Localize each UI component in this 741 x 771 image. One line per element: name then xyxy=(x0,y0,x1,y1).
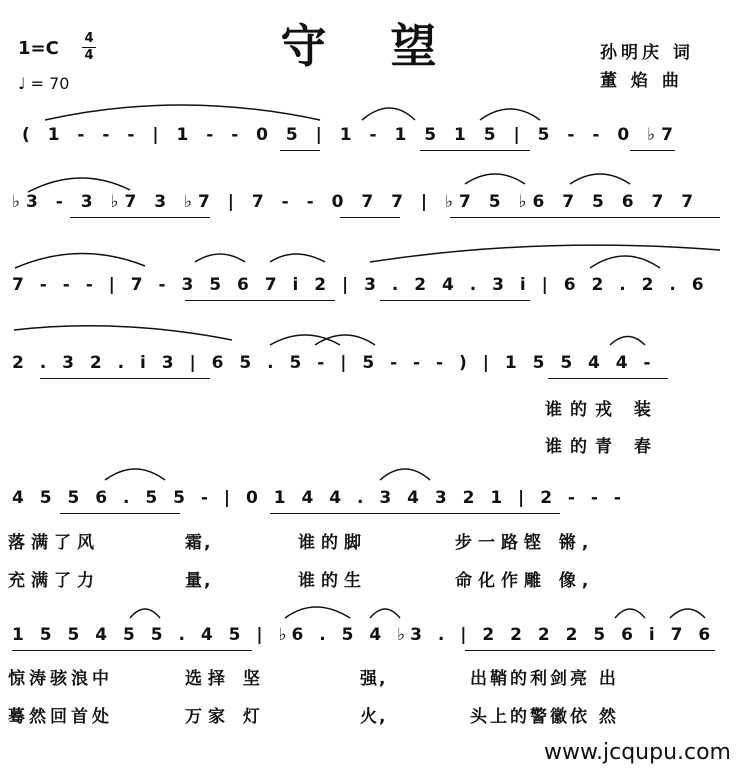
lyrics-5b: 充满了力 xyxy=(8,571,100,591)
lyrics-6a-2: 选择 坚 xyxy=(185,669,266,689)
lyrics-6b-4: 头上的警徽依 然 xyxy=(470,707,619,727)
slur xyxy=(270,335,340,345)
time-signature-bottom: 4 xyxy=(84,48,94,63)
slur xyxy=(105,469,165,480)
slur xyxy=(610,337,645,346)
score-line-6: 1 5 5 4 5 5 . 4 5 | ♭6 . 5 4 ♭3 . | 2 2 2 2 5 6 i 7 6 xyxy=(12,625,716,645)
key-signature: 1=C xyxy=(18,38,59,59)
slur xyxy=(570,174,630,184)
score-line-1: ( 1 - - - | 1 - - 0 5 | 1 - 1 5 1 5 | 5 - - 0 ♭7 xyxy=(22,125,679,145)
slur xyxy=(270,254,325,262)
score-line-2: ♭3 - 3 ♭7 3 ♭7 | 7 - - 0 7 7 | ♭7 5 ♭6 7 5 6 7 7 xyxy=(12,192,700,212)
lyrics-5b-3: 谁的生 xyxy=(298,571,367,591)
lyrics-5a-3: 谁的脚 xyxy=(298,533,367,553)
slur xyxy=(370,245,720,262)
slur xyxy=(370,609,400,618)
lyrics-6a-3: 强, xyxy=(360,669,388,689)
slur xyxy=(670,609,705,618)
lyrics-5b-2: 量, xyxy=(185,571,213,591)
slur xyxy=(28,178,130,192)
song-title: 守 望 xyxy=(280,19,461,73)
slur xyxy=(45,105,320,120)
slur xyxy=(590,256,660,268)
slur xyxy=(465,174,525,184)
lyricist-credit: 孙明庆 词 xyxy=(600,43,694,63)
score-line-4: 2 . 3 2 . i 3 | 6 5 . 5 - | 5 - - - ) | 1 5 5 4 4 - xyxy=(12,353,656,373)
lyrics-5b-4: 命化作雕 像, xyxy=(455,571,595,591)
lyrics-4a: 谁的戎 装 xyxy=(545,400,659,420)
slur xyxy=(362,108,415,120)
lyrics-6a-4: 出鞘的利剑亮 出 xyxy=(470,669,619,689)
slur xyxy=(380,469,430,480)
slur xyxy=(14,326,232,340)
slur xyxy=(615,609,645,618)
lyrics-5a: 落满了风 xyxy=(8,533,100,553)
lyrics-6b: 蓦然回首处 xyxy=(8,707,113,727)
slur xyxy=(130,609,160,618)
time-signature-top: 4 xyxy=(84,31,94,46)
lyrics-6b-3: 火, xyxy=(360,707,388,727)
slur xyxy=(315,335,375,345)
score-line-5: 4 5 5 6 . 5 5 - | 0 1 4 4 . 3 4 3 2 1 | 2 - - - xyxy=(12,488,626,508)
lyrics-6a: 惊涛骇浪中 xyxy=(8,669,113,689)
slur xyxy=(15,253,145,268)
slur xyxy=(285,607,350,618)
lyrics-6b-2: 万家 灯 xyxy=(185,707,266,727)
lyrics-4b: 谁的青 春 xyxy=(545,437,659,457)
watermark: www.jcqupu.com xyxy=(544,740,731,765)
slur xyxy=(480,109,540,120)
score-line-3: 7 - - - | 7 - 3 5 6 7 i 2 | 3 . 2 4 . 3 i | 6 2 . 2 . 6 xyxy=(12,275,709,295)
tempo-marking: ♩ = 70 xyxy=(18,74,70,93)
composer-credit: 董 焰 曲 xyxy=(600,71,683,91)
lyrics-5a-4: 步一路铿 锵, xyxy=(455,533,595,553)
lyrics-5a-2: 霜, xyxy=(185,533,213,553)
slur xyxy=(195,254,245,262)
